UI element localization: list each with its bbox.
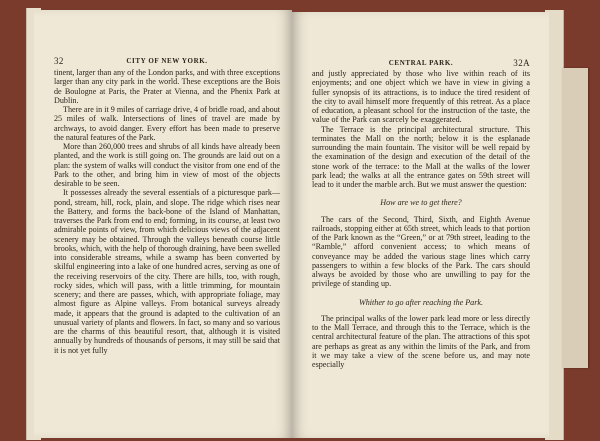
left-page-number: 32 xyxy=(54,56,64,66)
section-heading: How are we to get there? xyxy=(380,198,462,208)
paragraph: tinent, larger than any of the London parks, and with three exceptions larger than any city park in the world. These exceptions are the Bois de Boulogne at Paris, the Prater at Vienna, and the Phenix Park at Dublin. xyxy=(54,68,280,105)
paragraph: There are in it 9 miles of carriage drive, 4 of bridle road, and about 25 miles of walk. Intersections of lines of travel are made by archways, to avoid danger. Every effort has been made to preserve the natural features of the Park. xyxy=(54,105,280,142)
right-page xyxy=(292,12,549,438)
paragraph: More than 260,000 trees and shrubs of all kinds have already been planted, and the work is still going on. The grounds are laid out on a plan: the system of walks will conduct the visitor from one end of the Park to the other, and bring him in view of most of the objects desirable to be seen. xyxy=(54,142,280,188)
paragraph: It possesses already the several essentials of a picturesque park—pond, stream, hill, rock, plain, and slope. The ridge which rises near the Battery, and forms the back-bone of the Island of Manhattan, traverses the Park from end to end; forming, in its course, at least two admirable points of view, from which delicious views of the adjacent scenery may be obtained. Through the valleys beneath course little brooks, which, with the help of thorough draining, have been swelled into considerable streams, while a swamp has been converted by skilful engineering into a lake of one hundred acres, serving as one of the receiving reservoirs of the city. There are hills, too, with rough, rocky sides, which will pass, with a little trimming, for mountain scenery; and there are passes, which, with appropriate foliage, may almost figure as Alpine valleys. From botanical surveys already made, it appears that the ground is adapted to the cultivation of an unusual variety of plants and flowers. In fact, so many and so various are the charms of this beautiful resort, that, although it is visited annually by hundreds of thousands of persons, it may still be said that it is not yet fully xyxy=(54,188,280,355)
paragraph: The cars of the Second, Third, Sixth, and Eighth Avenue railroads, stopping either at 65th street, which leads to that portion of the Park known as the “Green,” or at 79th street, leading to the “Ramble,” afford convenient access; to which means of conveyance may be added the various stage lines which carry passengers to within a few blocks of the Park. The cars should always be avoided by those who are unwilling to pay for the privilege of standing up. xyxy=(312,214,530,289)
left-running-head: CITY OF NEW YORK. xyxy=(126,57,208,65)
right-running-head: CENTRAL PARK. xyxy=(388,59,454,67)
right-page-number: 32A xyxy=(513,58,530,68)
left-page xyxy=(34,10,292,438)
paragraph: and justly appreciated by those who live within reach of its enjoyments; and one object which we have in view in giving a fuller synopsis of its attractions, is to induce the tired resident of the city to avail himself more frequently of this retreat. As a place of education, a pleasant school for the instruction of the taste, the value of the Park can scarcely be exaggerated. xyxy=(312,69,530,125)
right-page-text xyxy=(312,69,530,369)
paragraph: The Terrace is the principal architectural structure. This terminates the Mall on the north; below it is the esplanade surrounding the main fountain. The visitor will be well repaid by the examination of the design and execution of the detail of the stone work of the terrace: to the Mall at the walks of the lower park lead; the walks at all the entrance gates on 59th street will lead to it under the marble arch. But we must answer the question: xyxy=(312,124,530,189)
paragraph: The principal walks of the lower park lead more or less directly to the Mall Terrace, and through this to the Terrace, which is the central architectural feature of the plan. The attractions of this spot are perhaps as great as any within the limits of the Park, and from it we may take a view of the scene before us, and may note especially xyxy=(312,313,530,369)
bookmark-slip xyxy=(562,68,588,368)
section-heading: Whither to go after reaching the Park. xyxy=(358,297,483,307)
left-page-text xyxy=(54,68,280,355)
